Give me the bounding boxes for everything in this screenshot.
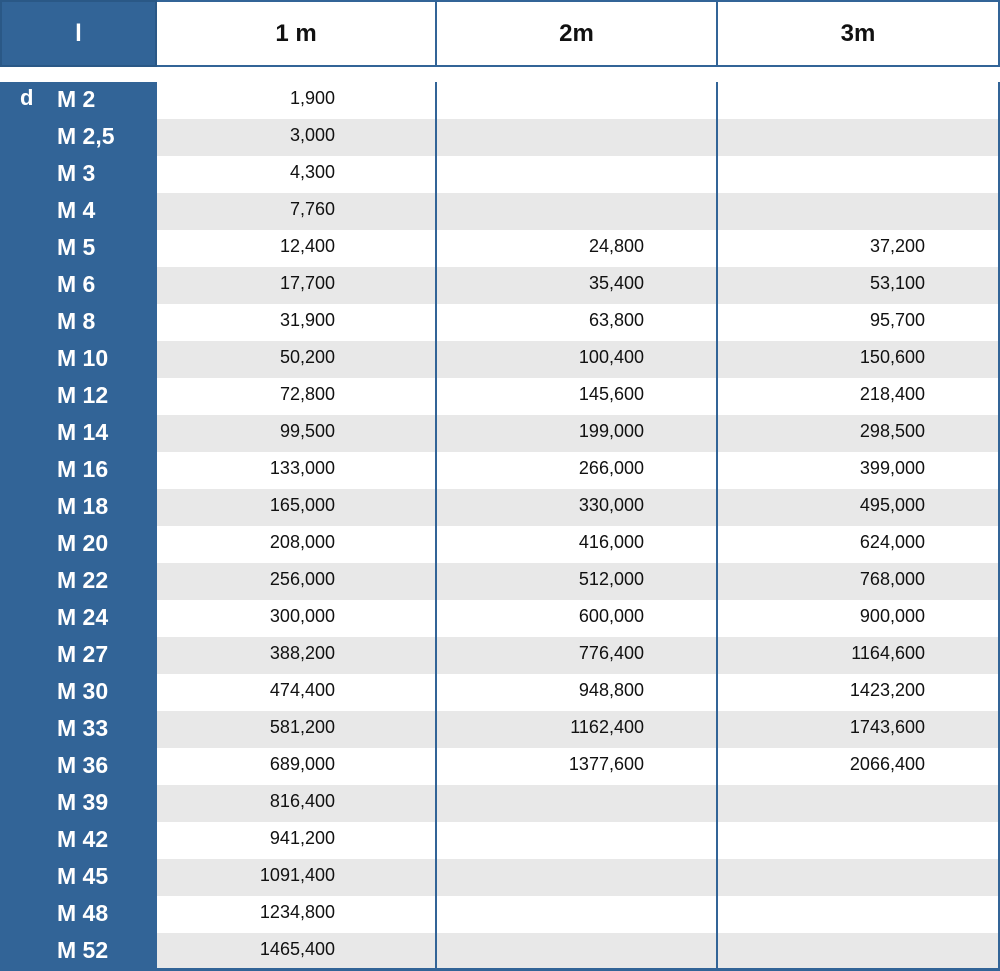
cell-v1: 31,900 [279, 310, 335, 330]
table-row [157, 563, 1000, 600]
table-row [157, 859, 1000, 896]
cell-v1: 4,300 [289, 162, 335, 182]
size-label: M 48 [57, 900, 109, 926]
cell-v3: 495,000 [859, 495, 925, 515]
cell-v1: 99,500 [279, 421, 335, 441]
table-row [157, 637, 1000, 674]
size-label: M 5 [57, 234, 96, 260]
cell-v1: 388,200 [269, 643, 335, 663]
cell-v1: 17,700 [279, 273, 335, 293]
size-label: M 16 [57, 456, 109, 482]
cell-v2: 948,800 [578, 680, 644, 700]
cell-v1: 72,800 [279, 384, 335, 404]
cell-v2: 266,000 [578, 458, 644, 478]
table-row [157, 822, 1000, 859]
size-label: M 8 [57, 308, 96, 334]
table-row [157, 452, 1000, 489]
table-row [157, 711, 1000, 748]
cell-v2: 600,000 [578, 606, 644, 626]
size-label: M 22 [57, 567, 109, 593]
table-row [157, 748, 1000, 785]
cell-v2: 35,400 [588, 273, 644, 293]
cell-v3: 399,000 [859, 458, 925, 478]
header-col-2m [437, 0, 718, 67]
cell-v3: 37,200 [869, 236, 925, 256]
size-label: M 33 [57, 715, 109, 741]
table-row [157, 933, 1000, 970]
header-col-3m [718, 0, 1000, 67]
cell-v2: 776,400 [578, 643, 644, 663]
table-header [0, 0, 1000, 67]
size-label: M 39 [57, 789, 109, 815]
size-label: M 12 [57, 382, 109, 408]
cell-v1: 3,000 [289, 125, 335, 145]
cell-v3: 900,000 [859, 606, 925, 626]
size-label: M 45 [57, 863, 109, 889]
size-column [0, 82, 157, 971]
table-row [157, 341, 1000, 378]
table-row [157, 415, 1000, 452]
table-row [157, 785, 1000, 822]
size-label: M 20 [57, 530, 109, 556]
cell-v2: 63,800 [588, 310, 644, 330]
table-row [157, 896, 1000, 933]
cell-v2: 1162,400 [570, 717, 644, 737]
cell-v1: 7,760 [289, 199, 335, 219]
table-row [157, 193, 1000, 230]
cell-v1: 1234,800 [259, 902, 335, 922]
size-label: M 14 [57, 419, 109, 445]
table-row [157, 156, 1000, 193]
table-row [157, 230, 1000, 267]
size-label: M 3 [57, 160, 96, 186]
cell-v3: 53,100 [869, 273, 925, 293]
diameter-label: d [20, 85, 34, 110]
cell-v2: 100,400 [578, 347, 644, 367]
header-corner-label: l [75, 19, 82, 47]
cell-v3: 298,500 [859, 421, 925, 441]
size-label: M 2 [57, 86, 96, 112]
table-row [157, 600, 1000, 637]
size-label: M 36 [57, 752, 109, 778]
cell-v3: 1743,600 [849, 717, 925, 737]
table-row [157, 82, 1000, 119]
cell-v1: 300,000 [269, 606, 335, 626]
header-gap [0, 67, 1000, 82]
header-corner-cell [0, 0, 157, 67]
cell-v1: 133,000 [269, 458, 335, 478]
header-col-1m-label: 1 m [275, 19, 317, 47]
value-rows [157, 82, 1000, 971]
size-label: M 42 [57, 826, 109, 852]
cell-v1: 12,400 [279, 236, 335, 256]
table-row [157, 119, 1000, 156]
cell-v1: 256,000 [269, 569, 335, 589]
size-label: M 27 [57, 641, 109, 667]
size-label: M 10 [57, 345, 109, 371]
cell-v2: 330,000 [578, 495, 644, 515]
cell-v1: 165,000 [269, 495, 335, 515]
cell-v2: 145,600 [578, 384, 644, 404]
header-col-3m-label: 3m [840, 19, 876, 47]
cell-v1: 1091,400 [259, 865, 335, 885]
cell-v3: 768,000 [859, 569, 925, 589]
table-row [157, 378, 1000, 415]
cell-v1: 941,200 [269, 828, 335, 848]
cell-v1: 50,200 [279, 347, 335, 367]
table-row [157, 489, 1000, 526]
cell-v3: 218,400 [859, 384, 925, 404]
cell-v2: 512,000 [578, 569, 644, 589]
cell-v2: 24,800 [588, 236, 644, 256]
cell-v1: 208,000 [269, 532, 335, 552]
table-row [157, 526, 1000, 563]
cell-v2: 416,000 [578, 532, 644, 552]
cell-v2: 199,000 [578, 421, 644, 441]
cell-v2: 1377,600 [568, 754, 644, 774]
cell-v1: 1465,400 [259, 939, 335, 959]
column-divider-1 [435, 82, 437, 969]
size-label: M 6 [57, 271, 96, 297]
table-row [157, 304, 1000, 341]
size-label: M 4 [57, 197, 96, 223]
cell-v3: 1164,600 [851, 643, 925, 663]
size-label: M 24 [57, 604, 109, 630]
size-label: M 2,5 [57, 123, 115, 149]
table-row [157, 674, 1000, 711]
cell-v3: 150,600 [859, 347, 925, 367]
header-col-1m [157, 0, 437, 67]
cell-v1: 474,400 [269, 680, 335, 700]
table-body [0, 82, 1000, 971]
table-row [157, 267, 1000, 304]
cell-v1: 1,900 [289, 88, 335, 108]
cell-v1: 689,000 [269, 754, 335, 774]
size-label: M 52 [57, 937, 109, 963]
cell-v1: 816,400 [269, 791, 335, 811]
cell-v3: 1423,200 [849, 680, 925, 700]
column-divider-2 [716, 82, 718, 969]
cell-v3: 2066,400 [849, 754, 925, 774]
header-col-2m-label: 2m [559, 19, 594, 47]
size-label: M 18 [57, 493, 109, 519]
cell-v1: 581,200 [269, 717, 335, 737]
size-label: M 30 [57, 678, 109, 704]
cell-v3: 624,000 [859, 532, 925, 552]
cell-v3: 95,700 [869, 310, 925, 330]
